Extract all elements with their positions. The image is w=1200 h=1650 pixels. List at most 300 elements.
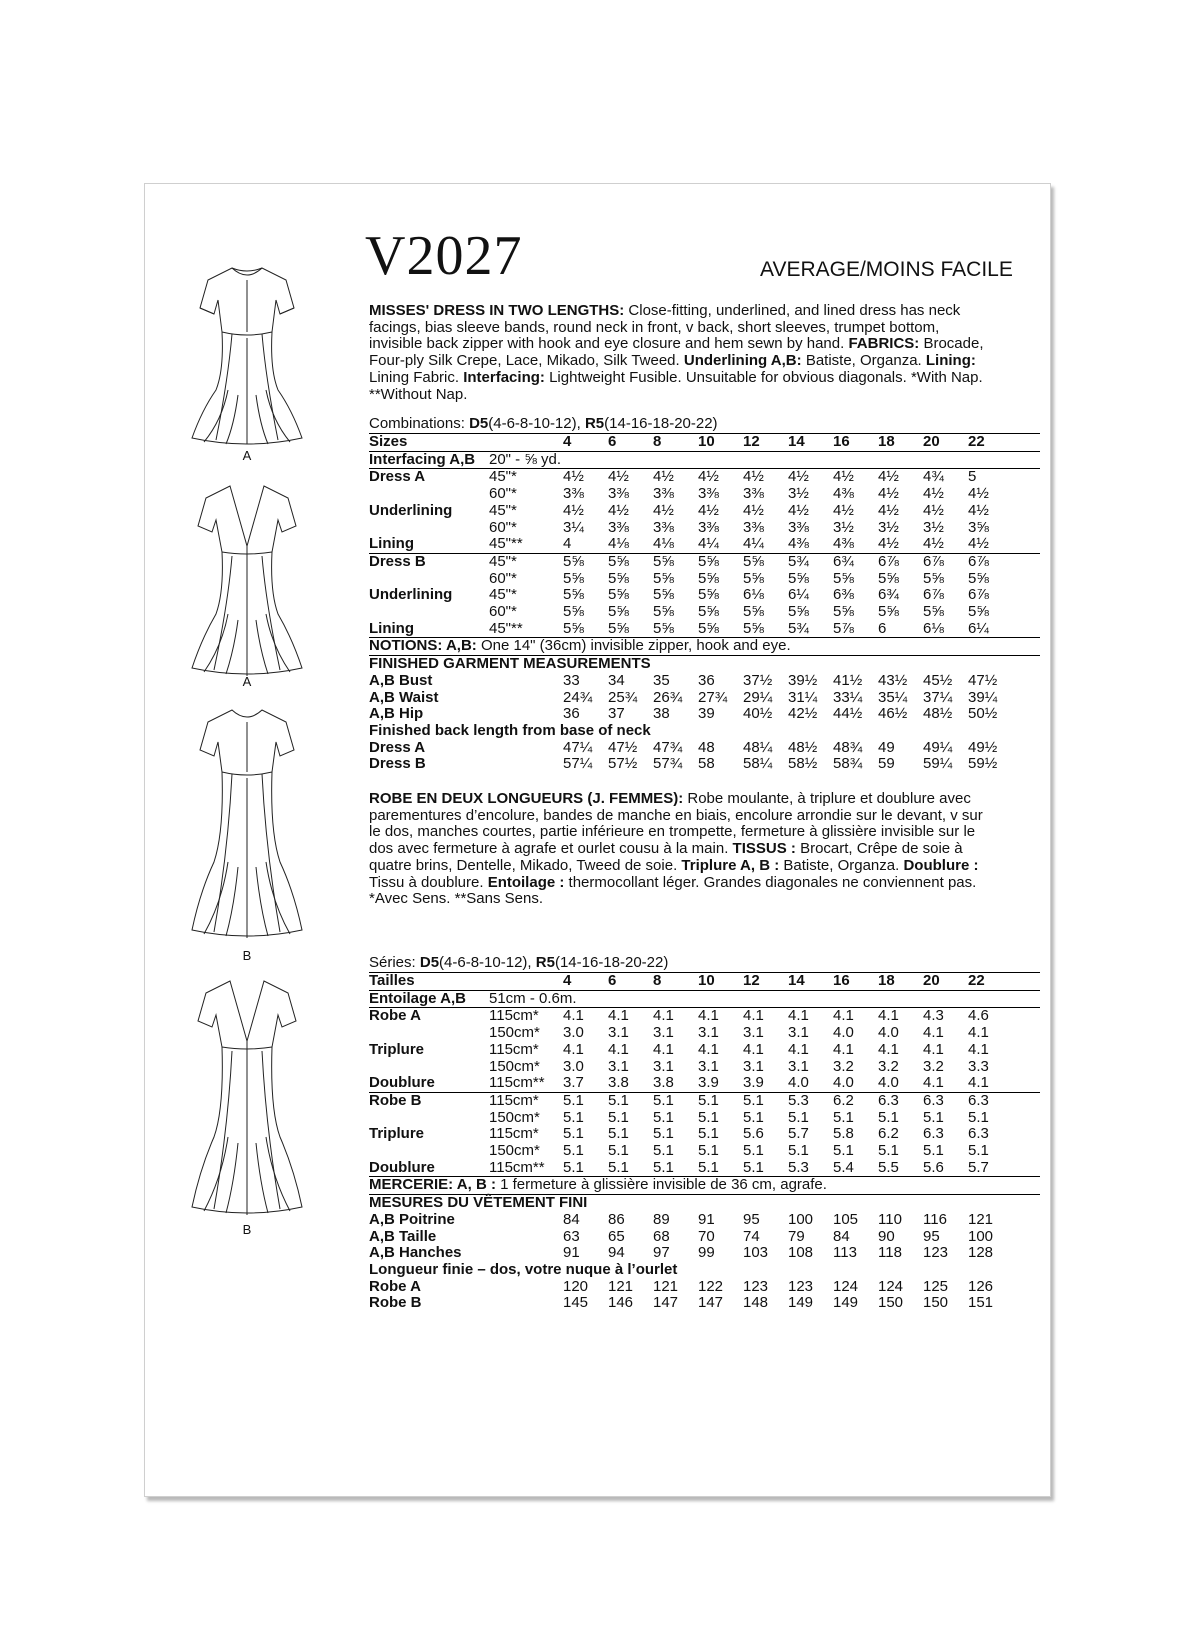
- table-cell: 4.0: [833, 1074, 854, 1092]
- table-cell: 4½: [833, 501, 854, 519]
- table-cell: Dress A: [369, 469, 489, 486]
- table-cell: 5.1: [698, 1142, 719, 1160]
- table-cell: 97: [653, 1244, 670, 1262]
- table-cell: 37: [608, 705, 625, 723]
- table-cell: 5.1: [653, 1158, 674, 1176]
- table-cell: 4½: [788, 469, 833, 486]
- table-cell: Robe A: [369, 1008, 489, 1025]
- table-cell: 4.1: [608, 1040, 629, 1058]
- combinations-line: Combinations: D5(4-6-8-10-12), R5(14-16-18-20-22): [369, 415, 718, 432]
- table-cell: 4¼: [698, 535, 719, 553]
- table-cell: 150: [878, 1294, 904, 1312]
- table-cell: 5⅝: [788, 569, 809, 587]
- table-cell: 6.3: [923, 1092, 968, 1109]
- table-cell: 3½: [788, 485, 809, 503]
- table-cell: 3.8: [653, 1074, 674, 1092]
- table-cell: 115cm**: [489, 1074, 545, 1092]
- table-cell: 5⅝: [968, 603, 989, 621]
- table-cell: 5.1: [653, 1108, 674, 1126]
- table-cell: 33¼: [833, 688, 863, 706]
- table-cell: 5.1: [608, 1158, 629, 1176]
- table-cell: [369, 486, 489, 503]
- table-cell: 4½: [653, 469, 698, 486]
- table-cell: 3.7: [563, 1074, 584, 1092]
- sketch-label: B: [242, 1222, 252, 1237]
- table-row: [369, 706, 1040, 723]
- table-cell: 31¼: [788, 688, 818, 706]
- table-cell: 121: [968, 1210, 994, 1228]
- table-cell: 44½: [833, 705, 863, 723]
- table-cell: 3½: [878, 518, 899, 536]
- table-cell: 18: [878, 973, 923, 991]
- table-cell: 5⅝: [608, 586, 629, 604]
- table-row: [369, 1143, 1040, 1160]
- table-cell: 125: [923, 1277, 949, 1295]
- table-cell: 151: [968, 1294, 994, 1312]
- french-yardage-table: [369, 972, 1040, 1312]
- table-cell: 36: [698, 671, 715, 689]
- table-cell: 4.1: [923, 1040, 944, 1058]
- table-cell: Robe B: [369, 1294, 422, 1312]
- table-cell: 115cm*: [489, 1040, 539, 1058]
- table-cell: [369, 1059, 489, 1076]
- difficulty-rating: AVERAGE/MOINS FACILE: [760, 258, 1013, 281]
- table-cell: 4.3: [923, 1008, 968, 1025]
- table-cell: 5⅞: [833, 619, 854, 637]
- table-cell: 4½: [788, 501, 809, 519]
- table-cell: 6⅞: [923, 586, 944, 604]
- table-cell: 124: [878, 1277, 904, 1295]
- table-cell: 6¼: [968, 619, 989, 637]
- table-cell: 4⅜: [833, 535, 854, 553]
- sketch-label: B: [242, 948, 252, 963]
- notions-cell: MERCERIE: A, B : 1 fermeture à glissière invisible de 36 cm, agrafe.: [369, 1177, 1040, 1195]
- table-cell: 4.1: [698, 1008, 743, 1025]
- table-cell: Robe A: [369, 1277, 421, 1295]
- table-cell: 4.1: [968, 1040, 989, 1058]
- notions-row: [369, 1177, 1040, 1195]
- table-cell: 65: [608, 1227, 625, 1245]
- table-cell: 63: [563, 1227, 580, 1245]
- table-row: [369, 1075, 1040, 1092]
- table-cell: 27¾: [698, 688, 728, 706]
- table-cell: 60"*: [489, 485, 517, 503]
- table-cell: 6⅞: [968, 553, 1040, 570]
- table-cell: 3.0: [563, 1024, 584, 1042]
- table-cell: 108: [788, 1244, 814, 1262]
- table-cell: 84: [833, 1227, 850, 1245]
- pattern-number: V2027: [365, 225, 523, 287]
- table-cell: 4½: [968, 501, 989, 519]
- table-cell: 3¼: [563, 518, 584, 536]
- description-title: MISSES' DRESS IN TWO LENGTHS:: [369, 302, 625, 319]
- table-cell: 14: [788, 973, 833, 991]
- table-cell: 10: [698, 434, 743, 452]
- table-cell: 33: [563, 671, 580, 689]
- table-cell: 91: [698, 1210, 715, 1228]
- table-cell: 5.1: [563, 1158, 584, 1176]
- table-cell: 3.2: [923, 1057, 944, 1075]
- table-cell: 5¾: [788, 553, 833, 570]
- table-cell: 4½: [923, 501, 944, 519]
- table-cell: 4.1: [698, 1040, 719, 1058]
- table-cell: 4.1: [563, 1040, 584, 1058]
- table-cell: 95: [923, 1227, 940, 1245]
- sketch-label: A: [242, 674, 252, 689]
- table-cell: 4⅛: [653, 535, 674, 553]
- table-cell: 47¾: [653, 738, 683, 756]
- table-cell: 3.1: [608, 1024, 629, 1042]
- table-cell: 5.1: [788, 1108, 809, 1126]
- table-cell: 3.9: [698, 1074, 719, 1092]
- table-row: [369, 621, 1040, 638]
- table-cell: 103: [743, 1244, 769, 1262]
- table-cell: 3.1: [698, 1024, 719, 1042]
- table-cell: 4½: [608, 469, 653, 486]
- table-cell: 43½: [878, 671, 908, 689]
- table-cell: A,B Hanches: [369, 1244, 462, 1262]
- table-cell: 120: [563, 1277, 589, 1295]
- table-cell: 6⅞: [923, 553, 968, 570]
- table-cell: Doublure: [369, 1074, 435, 1092]
- table-cell: 115cm*: [489, 1125, 539, 1143]
- table-cell: 3.9: [743, 1074, 764, 1092]
- table-cell: 5⅝: [563, 569, 584, 587]
- table-cell: Longueur finie – dos, votre nuque à l’ourlet: [369, 1260, 678, 1278]
- table-cell: 10: [698, 973, 743, 991]
- table-cell: 5⅝: [833, 569, 854, 587]
- table-cell: Entoilage A,B: [369, 989, 466, 1007]
- table-cell: 4½: [878, 535, 899, 553]
- table-cell: 5⅝: [698, 553, 743, 570]
- table-cell: 51cm - 0.6m.: [489, 989, 577, 1007]
- table-cell: 24¾: [563, 688, 593, 706]
- table-cell: 5⅝: [698, 586, 719, 604]
- table-cell: 39½: [788, 671, 818, 689]
- table-cell: 8: [653, 973, 698, 991]
- table-cell: 45½: [923, 671, 953, 689]
- notions-row: [369, 638, 1040, 656]
- table-row: [369, 1042, 1040, 1059]
- table-cell: 6⅛: [923, 619, 944, 637]
- table-cell: 5.3: [788, 1092, 833, 1109]
- table-cell: A,B Bust: [369, 671, 433, 689]
- table-cell: 45"**: [489, 619, 523, 637]
- table-cell: 4: [563, 434, 608, 452]
- table-cell: 3⅜: [608, 518, 629, 536]
- table-cell: 5⅝: [698, 619, 719, 637]
- table-cell: 5⅝: [833, 603, 854, 621]
- table-header-row: [369, 973, 1040, 991]
- table-cell: 115cm**: [489, 1158, 545, 1176]
- table-cell: 3⅜: [788, 518, 809, 536]
- table-cell: 4.1: [653, 1040, 674, 1058]
- table-cell: 3.1: [653, 1024, 674, 1042]
- table-cell: 150cm*: [489, 1057, 540, 1075]
- table-cell: [369, 1143, 489, 1160]
- table-cell: 4½: [608, 501, 629, 519]
- table-cell: 58½: [788, 755, 818, 773]
- table-cell: 5.1: [608, 1108, 629, 1126]
- table-row: [369, 990, 1040, 1008]
- table-cell: 6: [878, 619, 887, 637]
- table-cell: 5.1: [698, 1158, 719, 1176]
- table-cell: 4½: [698, 469, 743, 486]
- table-cell: 84: [563, 1210, 580, 1228]
- table-cell: 5⅝: [743, 569, 764, 587]
- table-row: [369, 1160, 1040, 1177]
- table-row: [369, 1008, 1040, 1025]
- table-cell: 59½: [968, 755, 998, 773]
- table-row: [369, 451, 1040, 469]
- table-row: [369, 469, 1040, 486]
- table-cell: 5.1: [563, 1092, 608, 1109]
- table-cell: 3⅜: [608, 485, 629, 503]
- table-cell: 124: [833, 1277, 859, 1295]
- table-cell: 5.6: [743, 1125, 764, 1143]
- table-cell: 45"*: [489, 553, 563, 570]
- table-cell: 5.7: [968, 1158, 989, 1176]
- table-cell: 6¾: [833, 553, 878, 570]
- table-cell: 48½: [923, 705, 953, 723]
- table-cell: 5.1: [653, 1092, 698, 1109]
- table-cell: 25¾: [608, 688, 638, 706]
- table-cell: 4½: [878, 469, 923, 486]
- table-cell: 105: [833, 1210, 859, 1228]
- table-cell: 4¼: [743, 535, 764, 553]
- table-cell: 5⅝: [608, 553, 653, 570]
- table-cell: 4½: [563, 501, 584, 519]
- table-cell: 4½: [878, 501, 899, 519]
- table-cell: Interfacing A,B: [369, 450, 476, 468]
- table-cell: 4: [563, 535, 572, 553]
- table-cell: 47½: [968, 671, 998, 689]
- table-cell: 5.1: [968, 1142, 989, 1160]
- table-cell: 50½: [968, 705, 998, 723]
- table-cell: Doublure: [369, 1158, 435, 1176]
- table-cell: 4.1: [968, 1024, 989, 1042]
- table-cell: 3.1: [698, 1057, 719, 1075]
- table-cell: 3⅜: [743, 518, 764, 536]
- table-cell: 48: [698, 738, 715, 756]
- table-cell: 48½: [788, 738, 818, 756]
- table-cell: 4½: [968, 535, 989, 553]
- table-cell: 45"**: [489, 535, 523, 553]
- table-cell: [369, 1110, 489, 1127]
- table-cell: 58¼: [743, 755, 773, 773]
- table-cell: 41½: [833, 671, 863, 689]
- table-cell: 123: [743, 1277, 769, 1295]
- series-line: Séries: D5(4-6-8-10-12), R5(14-16-18-20-22): [369, 954, 669, 971]
- table-cell: 5.5: [878, 1158, 899, 1176]
- english-yardage-table: [369, 433, 1040, 773]
- table-cell: 3.1: [788, 1057, 809, 1075]
- table-cell: 5.1: [923, 1142, 944, 1160]
- table-cell: 5.1: [608, 1125, 629, 1143]
- table-cell: 29¼: [743, 688, 773, 706]
- table-cell: 45"*: [489, 586, 517, 604]
- table-cell: Robe B: [369, 1092, 489, 1109]
- table-cell: 3.2: [833, 1057, 854, 1075]
- table-cell: 147: [653, 1294, 679, 1312]
- table-cell: 99: [698, 1244, 715, 1262]
- table-row: [369, 1295, 1040, 1312]
- table-cell: 90: [878, 1227, 895, 1245]
- finished-title-row: [369, 656, 1040, 673]
- table-cell: 5⅝: [563, 586, 584, 604]
- table-cell: 5⅝: [743, 619, 764, 637]
- table-cell: 35¼: [878, 688, 908, 706]
- table-cell: 3.8: [608, 1074, 629, 1092]
- table-cell: 5⅝: [788, 603, 809, 621]
- table-cell: 123: [788, 1277, 814, 1295]
- table-row: [369, 1059, 1040, 1076]
- table-row: [369, 571, 1040, 588]
- table-cell: 150cm*: [489, 1108, 540, 1126]
- table-cell: 14: [788, 434, 833, 452]
- table-cell: [369, 604, 489, 621]
- table-cell: MESURES DU VÊTEMENT FINI: [369, 1195, 1040, 1212]
- table-cell: 5⅝: [923, 569, 944, 587]
- table-cell: 5⅝: [878, 569, 899, 587]
- table-cell: A,B Hip: [369, 705, 424, 723]
- table-cell: 121: [608, 1277, 634, 1295]
- table-row: [369, 1025, 1040, 1042]
- table-cell: 100: [968, 1227, 994, 1245]
- table-cell: 3.3: [968, 1057, 989, 1075]
- table-cell: 5.7: [788, 1125, 809, 1143]
- table-cell: [369, 571, 489, 588]
- table-cell: 4½: [653, 501, 674, 519]
- table-cell: 4.1: [878, 1040, 899, 1058]
- table-cell: 60"*: [489, 603, 517, 621]
- table-cell: 91: [563, 1244, 580, 1262]
- table-cell: 22: [968, 973, 1040, 991]
- table-cell: 4.1: [878, 1008, 923, 1025]
- table-cell: 145: [563, 1294, 589, 1312]
- table-cell: 4½: [743, 469, 788, 486]
- table-cell: 74: [743, 1227, 760, 1245]
- sketch-view-b-back: [182, 975, 312, 1220]
- table-cell: 6.3: [968, 1125, 989, 1143]
- table-cell: Dress B: [369, 755, 426, 773]
- table-cell: 45"*: [489, 501, 517, 519]
- table-cell: 146: [608, 1294, 634, 1312]
- table-row: [369, 673, 1040, 690]
- table-cell: 5.3: [788, 1158, 809, 1176]
- finished-title-row: [369, 1195, 1040, 1212]
- table-cell: 40½: [743, 705, 773, 723]
- table-cell: 49½: [968, 738, 998, 756]
- table-cell: 3⅜: [563, 485, 584, 503]
- sketch-view-a-back: [182, 480, 312, 680]
- table-cell: 6.3: [878, 1092, 923, 1109]
- table-cell: 48¾: [833, 738, 863, 756]
- table-row: [369, 1229, 1040, 1246]
- table-cell: 3.1: [653, 1057, 674, 1075]
- table-cell: 5⅝: [968, 569, 989, 587]
- back-length-title-row: [369, 723, 1040, 740]
- table-cell: 5¾: [788, 619, 809, 637]
- table-cell: 5.1: [968, 1108, 989, 1126]
- table-cell: 5.1: [878, 1108, 899, 1126]
- table-cell: 5⅝: [563, 553, 608, 570]
- table-cell: 6.3: [923, 1125, 944, 1143]
- table-cell: 118: [878, 1244, 902, 1262]
- table-cell: 5.1: [608, 1092, 653, 1109]
- table-cell: 3.1: [743, 1024, 764, 1042]
- table-cell: 5⅝: [698, 569, 719, 587]
- table-cell: 5.1: [743, 1092, 788, 1109]
- table-cell: Tailles: [369, 973, 563, 991]
- table-cell: 4.1: [788, 1040, 809, 1058]
- table-cell: 5.1: [698, 1092, 743, 1109]
- table-cell: 3⅜: [698, 518, 719, 536]
- table-cell: 110: [878, 1210, 902, 1228]
- table-cell: 6⅞: [878, 553, 923, 570]
- table-cell: 4½: [698, 501, 719, 519]
- table-cell: 5⅝: [608, 569, 629, 587]
- table-cell: 5.1: [743, 1108, 764, 1126]
- table-cell: 49¼: [923, 738, 953, 756]
- table-cell: 4.1: [788, 1008, 833, 1025]
- table-cell: 5.6: [923, 1158, 944, 1176]
- table-cell: 18: [878, 434, 923, 452]
- table-cell: 4.0: [833, 1024, 854, 1042]
- table-cell: 5.1: [653, 1142, 674, 1160]
- table-cell: 5.1: [878, 1142, 899, 1160]
- table-cell: 5.1: [563, 1108, 584, 1126]
- table-cell: 5.1: [743, 1158, 764, 1176]
- table-row: [369, 740, 1040, 757]
- table-cell: 4.0: [878, 1074, 899, 1092]
- table-cell: 6.3: [968, 1092, 1040, 1109]
- table-cell: 116: [923, 1210, 947, 1228]
- table-cell: 5.4: [833, 1158, 854, 1176]
- table-cell: 5.1: [833, 1142, 854, 1160]
- table-cell: 3½: [923, 518, 944, 536]
- table-cell: 4.1: [653, 1008, 698, 1025]
- table-cell: 3⅜: [653, 518, 674, 536]
- table-cell: 4.1: [968, 1074, 989, 1092]
- table-cell: Dress A: [369, 738, 426, 756]
- table-cell: 4: [563, 973, 608, 991]
- table-cell: 126: [968, 1277, 994, 1295]
- table-row: [369, 1092, 1040, 1109]
- table-cell: 5⅝: [563, 619, 584, 637]
- table-cell: 5: [968, 469, 1040, 486]
- table-cell: 20" - ⅝ yd.: [489, 450, 562, 468]
- table-cell: 49: [878, 738, 895, 756]
- table-header-row: [369, 434, 1040, 452]
- table-cell: 3½: [833, 518, 854, 536]
- table-cell: 5⅝: [653, 553, 698, 570]
- table-cell: 35: [653, 671, 670, 689]
- table-cell: 4⅜: [833, 485, 854, 503]
- table-cell: 39¼: [968, 688, 998, 706]
- table-cell: 5⅝: [743, 603, 764, 621]
- table-cell: 47½: [608, 738, 638, 756]
- table-row: [369, 1126, 1040, 1143]
- table-cell: 148: [743, 1294, 769, 1312]
- table-cell: [369, 1025, 489, 1042]
- table-cell: 59: [878, 755, 895, 773]
- table-cell: 86: [608, 1210, 625, 1228]
- table-cell: 68: [653, 1227, 670, 1245]
- table-cell: 3.0: [563, 1057, 584, 1075]
- table-cell: 4.0: [878, 1024, 899, 1042]
- table-row: [369, 486, 1040, 503]
